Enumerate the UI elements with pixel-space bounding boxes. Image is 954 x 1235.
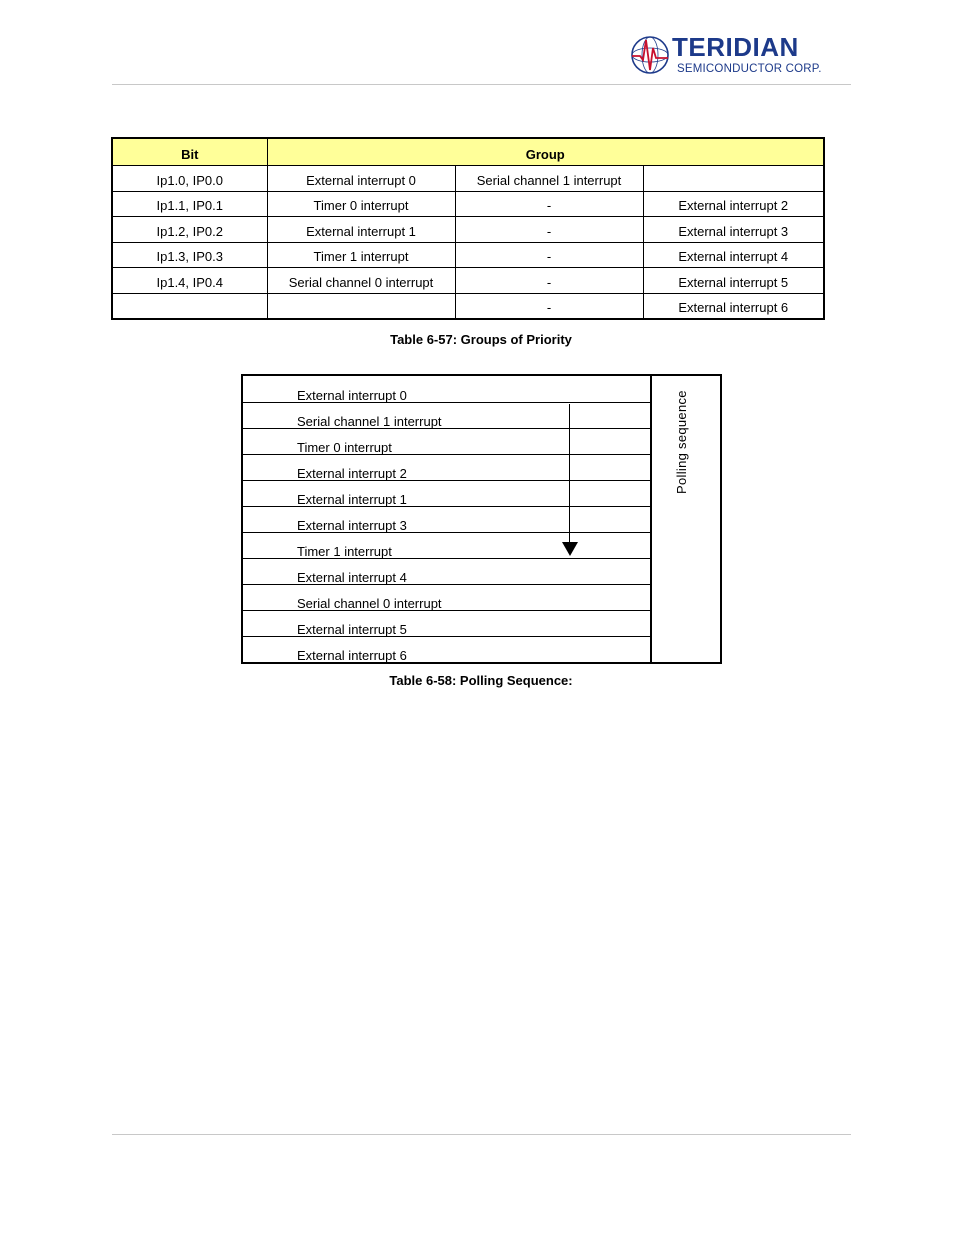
list-item bbox=[243, 584, 650, 610]
table57-caption bbox=[0, 332, 954, 347]
bit-header: Bit bbox=[112, 138, 267, 166]
table-row bbox=[112, 166, 824, 192]
list-item bbox=[243, 506, 650, 532]
list-item bbox=[243, 402, 650, 428]
list-item-label: Serial channel 0 interrupt bbox=[297, 596, 442, 611]
list-item bbox=[243, 610, 650, 636]
list-item bbox=[243, 532, 650, 558]
list-item bbox=[243, 428, 650, 454]
table-row bbox=[112, 242, 824, 268]
arrow-down-icon bbox=[562, 542, 578, 556]
list-item-label: Serial channel 1 interrupt bbox=[297, 414, 442, 429]
header-divider bbox=[112, 84, 851, 85]
list-item bbox=[243, 480, 650, 506]
bit-cell: Ip1.2, IP0.2 bbox=[112, 217, 267, 243]
group3-cell: External interrupt 3 bbox=[643, 217, 824, 243]
table58-caption bbox=[0, 673, 954, 688]
polling-arrow-line bbox=[569, 404, 570, 544]
polling-list bbox=[243, 376, 652, 662]
group3-cell: External interrupt 4 bbox=[643, 242, 824, 268]
bit-cell: Ip1.3, IP0.3 bbox=[112, 242, 267, 268]
footer-divider bbox=[112, 1134, 851, 1135]
group2-cell: - bbox=[455, 268, 643, 294]
list-item-label: External interrupt 1 bbox=[297, 492, 407, 507]
group1-cell: Timer 1 interrupt bbox=[267, 242, 455, 268]
table-row bbox=[112, 191, 824, 217]
polling-sequence-column bbox=[652, 376, 720, 662]
list-item-label: External interrupt 2 bbox=[297, 466, 407, 481]
teridian-logo bbox=[630, 32, 830, 80]
table58-caption-text: Table 6-58: Polling Sequence: bbox=[389, 673, 573, 688]
list-item-label: Timer 1 interrupt bbox=[297, 544, 392, 559]
group3-cell: External interrupt 2 bbox=[643, 191, 824, 217]
teridian-globe-icon bbox=[630, 34, 672, 78]
group1-cell: External interrupt 0 bbox=[267, 166, 455, 192]
table-row bbox=[112, 217, 824, 243]
group2-cell: Serial channel 1 interrupt bbox=[455, 166, 643, 192]
group2-cell: - bbox=[455, 293, 643, 319]
group2-cell: - bbox=[455, 217, 643, 243]
group2-cell: - bbox=[455, 191, 643, 217]
group1-cell: Timer 0 interrupt bbox=[267, 191, 455, 217]
list-item-label: External interrupt 4 bbox=[297, 570, 407, 585]
list-item-label: Timer 0 interrupt bbox=[297, 440, 392, 455]
table-header-row bbox=[112, 138, 824, 166]
list-item bbox=[243, 636, 650, 662]
table57-caption-text: Table 6-57: Groups of Priority bbox=[390, 332, 572, 347]
group2-cell: - bbox=[455, 242, 643, 268]
groups-of-priority-table bbox=[111, 137, 825, 320]
table-row bbox=[112, 268, 824, 294]
list-item-label: External interrupt 3 bbox=[297, 518, 407, 533]
list-item bbox=[243, 454, 650, 480]
group-header: Group bbox=[267, 138, 824, 166]
group1-cell: Serial channel 0 interrupt bbox=[267, 268, 455, 294]
list-item-label: External interrupt 5 bbox=[297, 622, 407, 637]
logo-name: TERIDIAN bbox=[672, 32, 799, 62]
group3-cell: External interrupt 5 bbox=[643, 268, 824, 294]
bit-cell: Ip1.1, IP0.1 bbox=[112, 191, 267, 217]
group1-cell: External interrupt 1 bbox=[267, 217, 455, 243]
polling-sequence-table bbox=[241, 374, 722, 664]
group1-cell bbox=[267, 293, 455, 319]
group3-cell: External interrupt 6 bbox=[643, 293, 824, 319]
list-item-label: External interrupt 0 bbox=[297, 388, 407, 403]
logo-subtitle: SEMICONDUCTOR CORP. bbox=[677, 63, 822, 75]
list-item-label: External interrupt 6 bbox=[297, 648, 407, 663]
polling-sequence-label: Polling sequence bbox=[674, 390, 689, 494]
table-row bbox=[112, 293, 824, 319]
bit-cell: Ip1.0, IP0.0 bbox=[112, 166, 267, 192]
list-item bbox=[243, 558, 650, 584]
bit-cell: Ip1.4, IP0.4 bbox=[112, 268, 267, 294]
group3-cell bbox=[643, 166, 824, 192]
bit-cell bbox=[112, 293, 267, 319]
list-item bbox=[243, 376, 650, 402]
